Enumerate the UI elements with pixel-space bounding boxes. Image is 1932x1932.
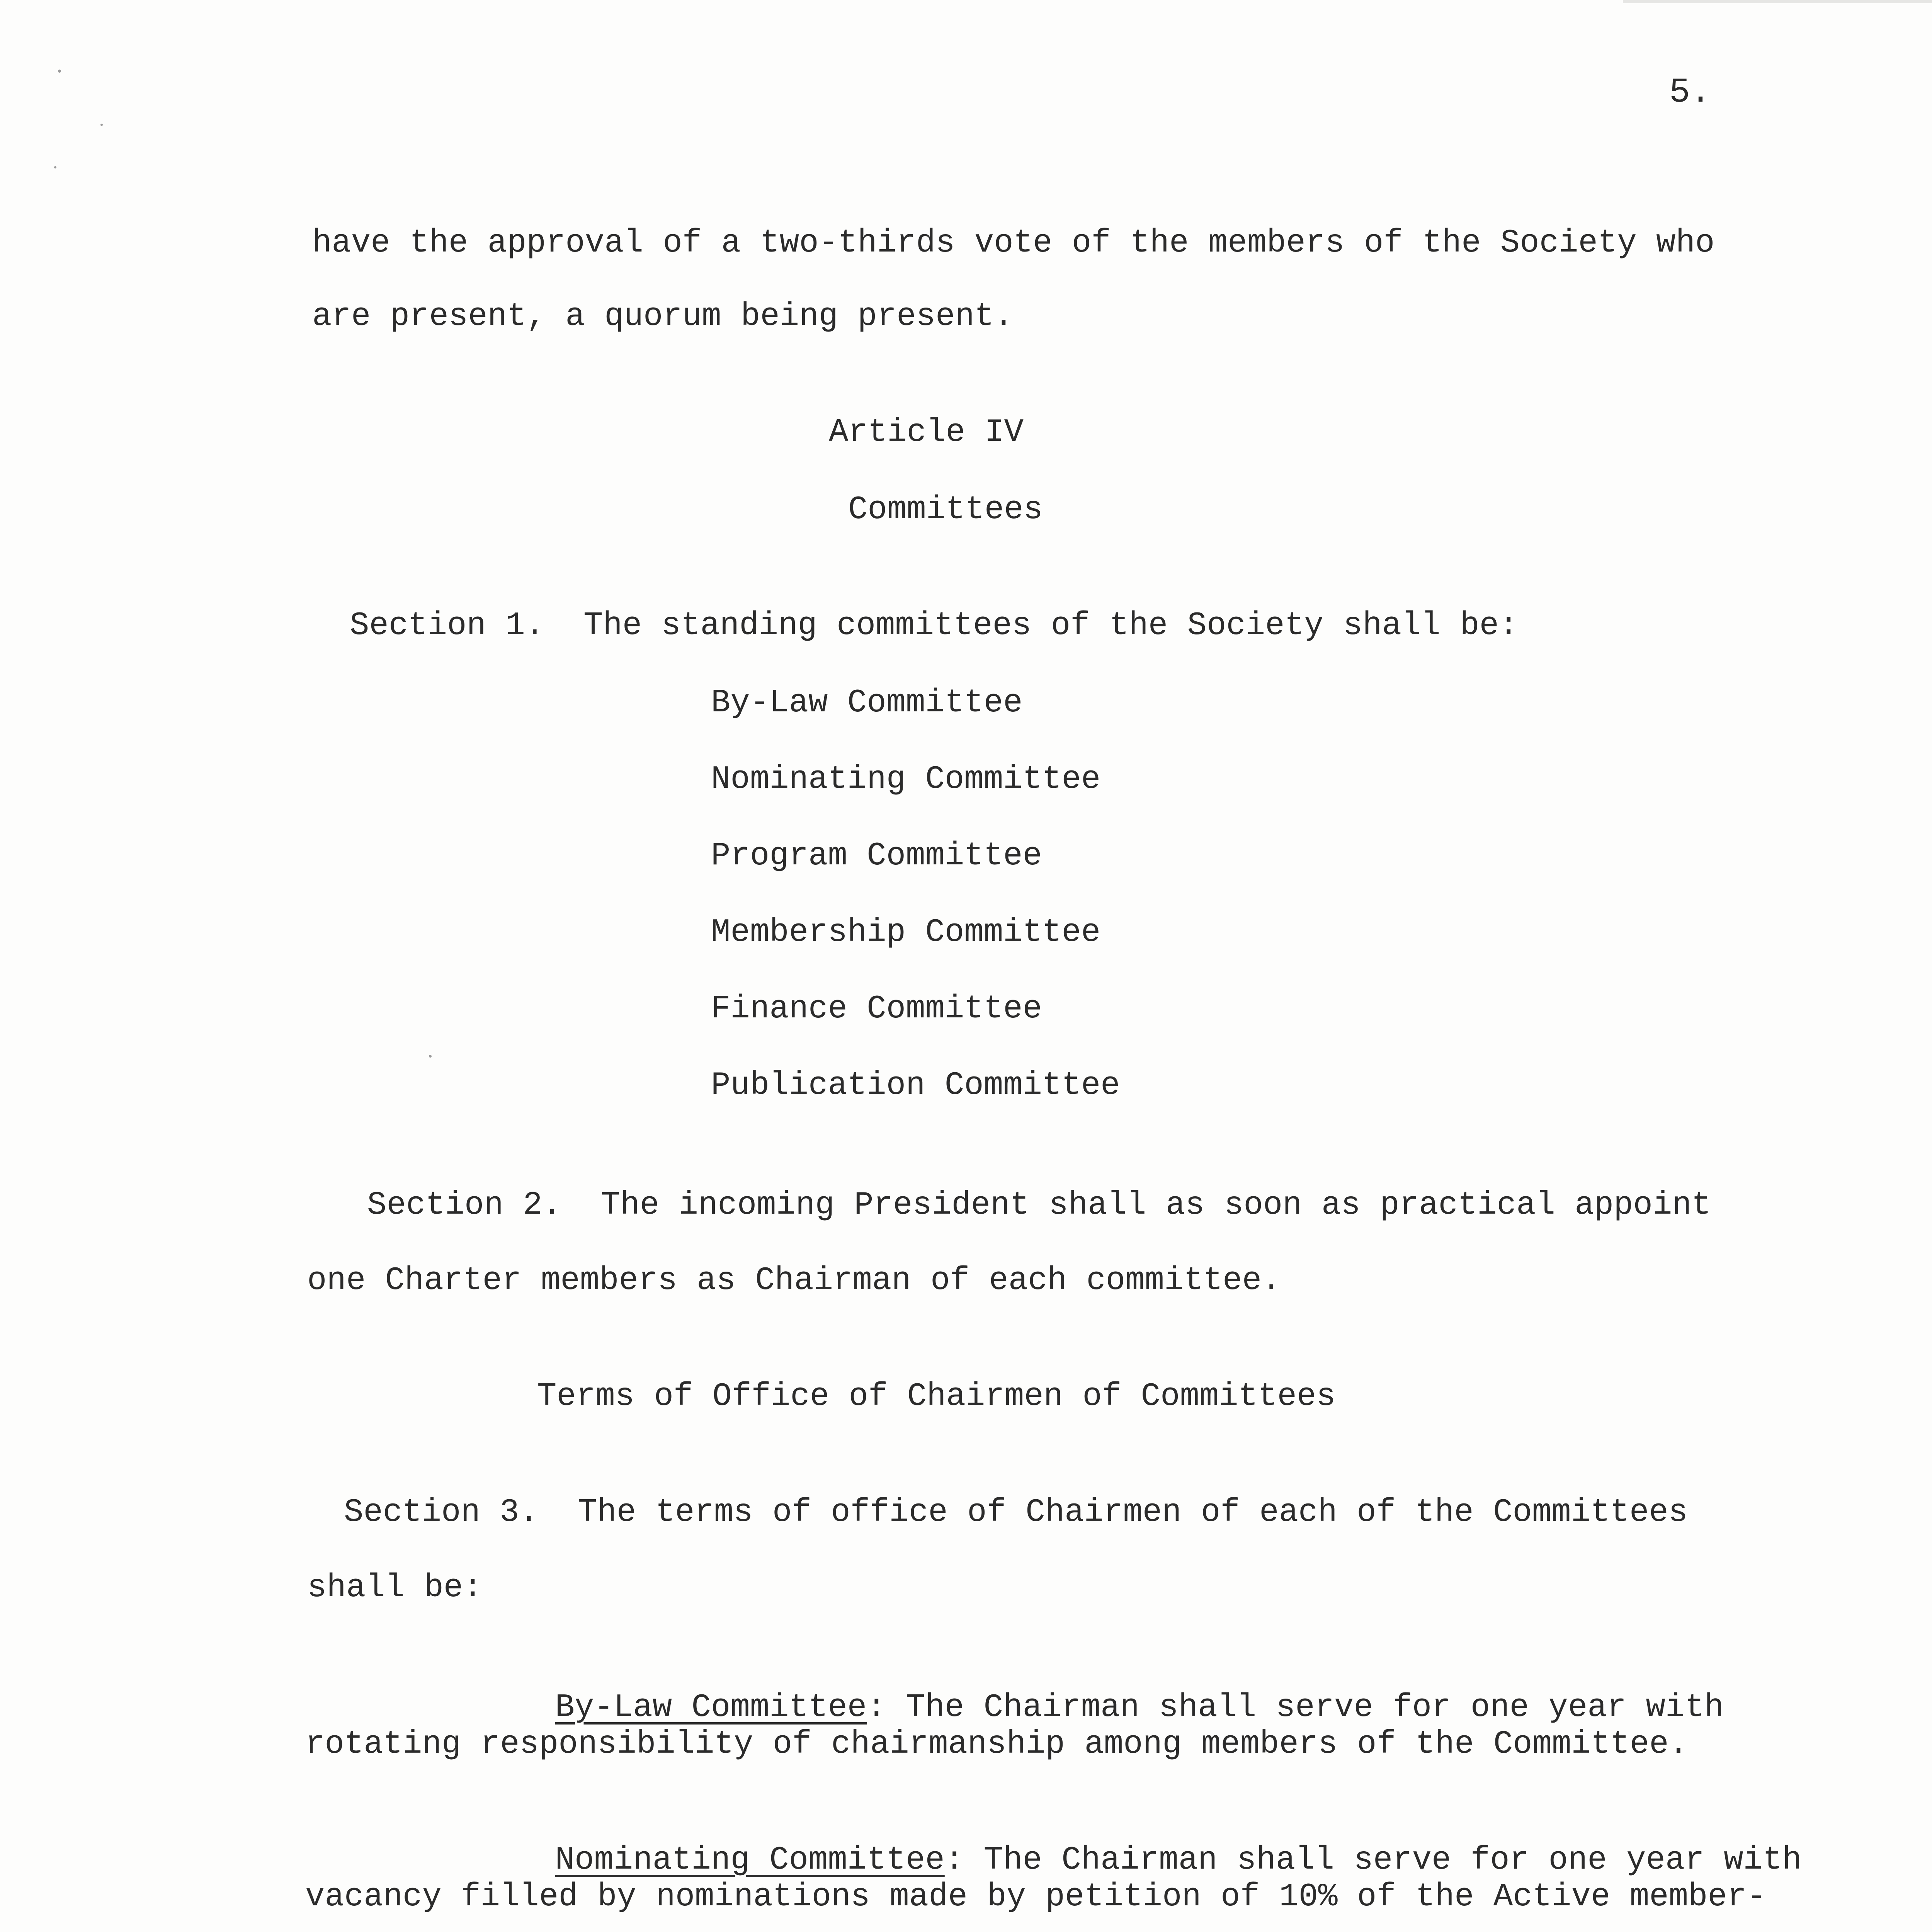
bylaw-committee-label: By-Law Committee bbox=[555, 1689, 867, 1726]
intro-line-1: have the approval of a two-thirds vote of the members of the Society who bbox=[312, 225, 1715, 262]
article-subtitle: Committees bbox=[848, 492, 1043, 528]
scan-speck bbox=[100, 124, 103, 126]
section-1-text: Section 1. The standing committees of the Society shall be: bbox=[350, 607, 1519, 644]
scan-speck bbox=[429, 1055, 432, 1058]
terms-heading: Terms of Office of Chairmen of Committees bbox=[537, 1378, 1336, 1415]
bylaw-term-line-2: rotating responsibility of chairmanship among members of the Committee. bbox=[305, 1726, 1688, 1763]
committee-list-item: Finance Committee bbox=[711, 991, 1042, 1027]
scan-speck bbox=[54, 166, 56, 168]
section-3-line-1: Section 3. The terms of office of Chairmen of each of the Committees bbox=[344, 1494, 1688, 1531]
bylaw-term-text: : The Chairman shall serve for one year with bbox=[867, 1689, 1724, 1726]
article-title: Article IV bbox=[829, 414, 1024, 451]
committee-list-item: Program Committee bbox=[711, 838, 1042, 874]
section-2-line-2: one Charter members as Chairman of each committee. bbox=[307, 1262, 1281, 1299]
nominating-term-line-2: vacancy filled by nominations made by petition of 10% of the Active member- bbox=[305, 1879, 1766, 1915]
section-3-line-2: shall be: bbox=[307, 1570, 483, 1606]
committee-list-item: Publication Committee bbox=[711, 1067, 1120, 1104]
committee-list-item: By-Law Committee bbox=[711, 685, 1023, 721]
committee-list-item: Membership Committee bbox=[711, 914, 1101, 951]
scan-speck bbox=[58, 70, 61, 73]
section-2-line-1: Section 2. The incoming President shall as soon as practical appoint bbox=[367, 1187, 1711, 1224]
nominating-committee-label: Nominating Committee bbox=[555, 1842, 945, 1879]
page-top-edge bbox=[1623, 0, 1932, 3]
nominating-term-text: : The Chairman shall serve for one year with bbox=[944, 1842, 1802, 1879]
intro-line-2: are present, a quorum being present. bbox=[312, 298, 1014, 335]
page-number: 5. bbox=[1669, 73, 1711, 112]
committee-list-item: Nominating Committee bbox=[711, 761, 1101, 798]
